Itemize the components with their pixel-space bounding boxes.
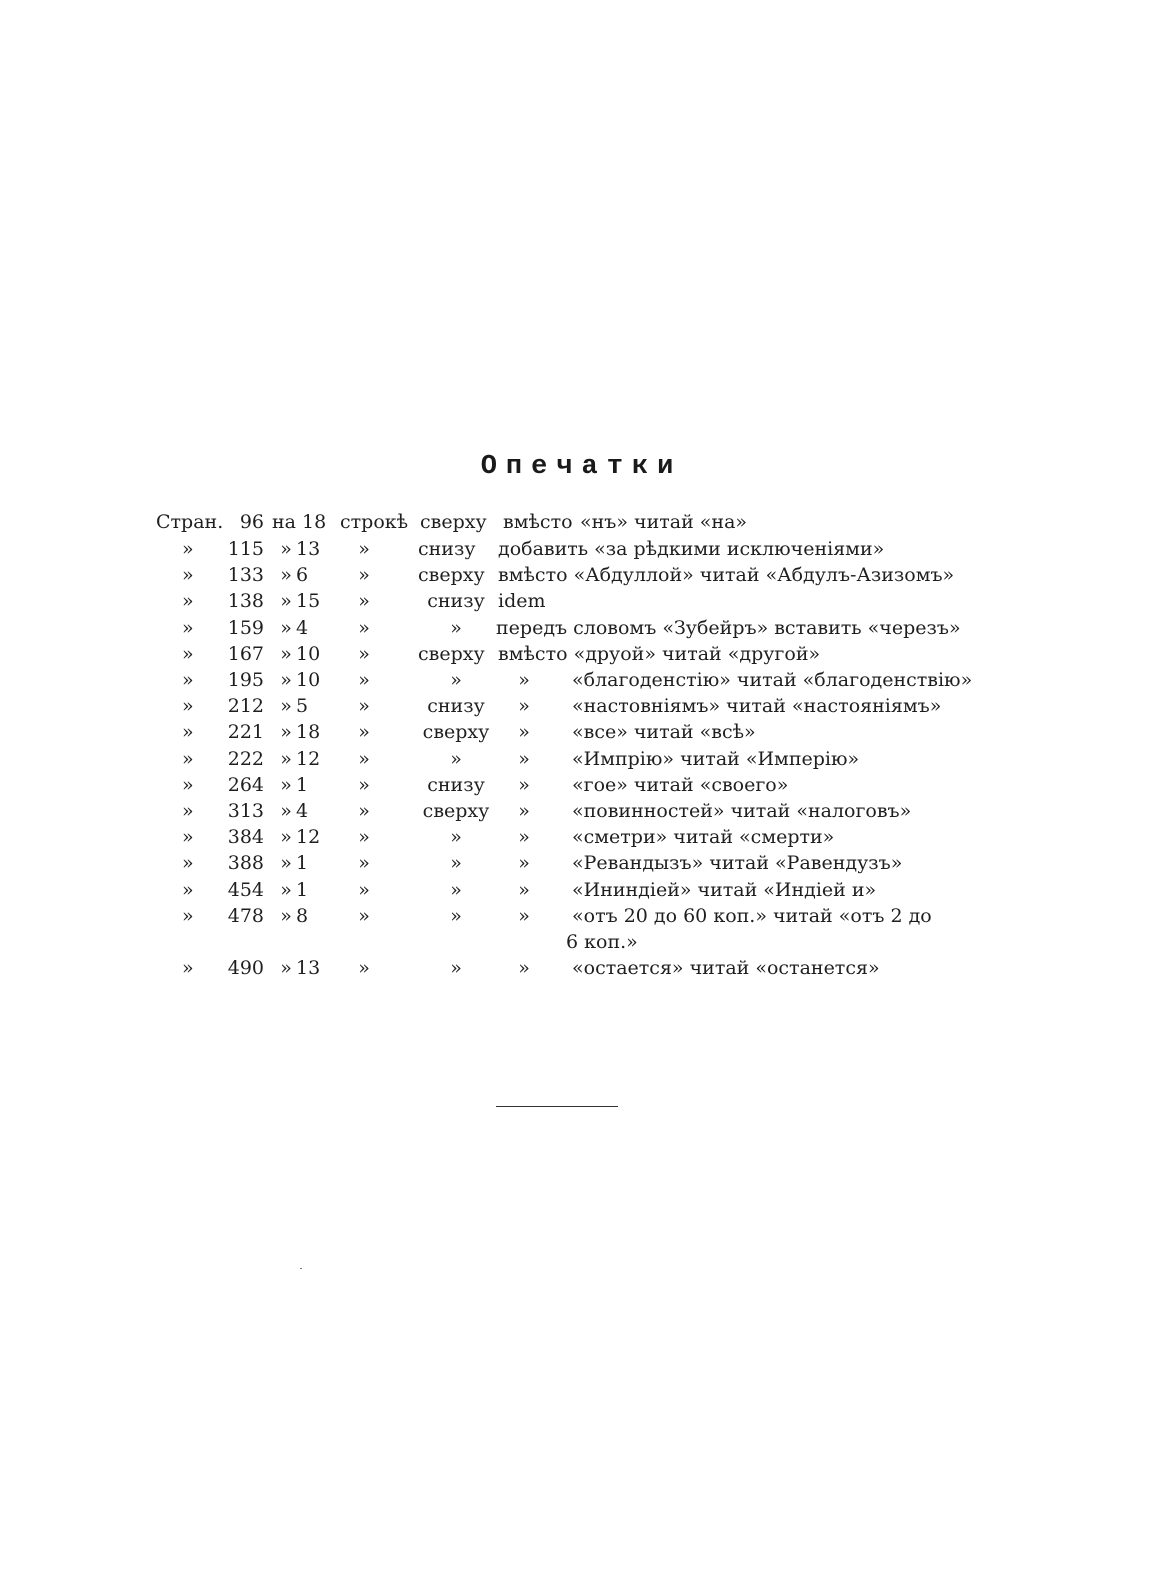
direction: снизу — [427, 695, 485, 717]
page-number: 96 — [239, 511, 264, 533]
direction: снизу — [427, 590, 485, 612]
correction-text: «настовніямъ» читай «настояніямъ» — [572, 695, 942, 717]
ditto-mark: » — [280, 748, 292, 770]
errata-row-continuation — [0, 928, 1163, 956]
ditto-mark-label: » — [182, 564, 194, 586]
page-number: 195 — [227, 669, 264, 691]
ditto-mark: » — [280, 695, 292, 717]
action: » — [518, 748, 530, 770]
ditto-mark-label: » — [182, 957, 194, 979]
direction: сверху — [418, 564, 485, 586]
ditto-mark: » — [358, 852, 370, 874]
errata-row — [0, 692, 1163, 720]
ditto-mark: » — [358, 774, 370, 796]
ditto-mark: » — [280, 800, 292, 822]
line-number: 1 — [296, 879, 309, 901]
page-number: 490 — [227, 957, 264, 979]
correction-text: «Импрію» читай «Имперію» — [572, 748, 860, 770]
errata-row — [0, 745, 1163, 773]
correction-text-continuation: 6 коп.» — [566, 931, 638, 953]
direction: » — [450, 957, 462, 979]
ditto-mark: » — [280, 564, 292, 586]
ditto-mark: » — [280, 721, 292, 743]
direction: сверху — [418, 643, 485, 665]
ditto-mark: на — [272, 511, 296, 533]
errata-row — [0, 876, 1163, 904]
ditto-mark: » — [358, 957, 370, 979]
ditto-mark: » — [280, 590, 292, 612]
ditto-mark-label: » — [182, 669, 194, 691]
line-number: 6 — [296, 564, 309, 586]
line-number: 18 — [302, 511, 327, 533]
direction: снизу — [418, 538, 476, 560]
line-number: 4 — [296, 617, 309, 639]
line-number: 10 — [296, 643, 321, 665]
errata-row — [0, 954, 1163, 982]
correction-text: «все» читай «всѣ» — [572, 721, 756, 743]
line-word: строкѣ — [340, 511, 409, 533]
correction-text: «отъ 20 до 60 коп.» читай «отъ 2 до — [572, 905, 932, 927]
direction: » — [450, 879, 462, 901]
errata-row — [0, 797, 1163, 825]
ditto-mark-label: » — [182, 721, 194, 743]
page-number: 115 — [227, 538, 264, 560]
direction: сверху — [422, 721, 490, 743]
errata-row-first — [0, 508, 1163, 536]
direction: » — [450, 748, 462, 770]
ditto-mark: » — [280, 617, 292, 639]
ditto-mark: » — [358, 643, 370, 665]
ditto-mark: » — [358, 905, 370, 927]
line-number: 12 — [296, 826, 321, 848]
line-number: 10 — [296, 669, 321, 691]
errata-row — [0, 718, 1163, 746]
action: » — [518, 800, 530, 822]
direction: » — [450, 852, 462, 874]
ditto-mark-label: » — [182, 617, 194, 639]
ditto-mark-label: » — [182, 879, 194, 901]
page-number: 313 — [227, 800, 264, 822]
correction-text: «благоденстію» читай «благоденствію» — [572, 669, 973, 691]
page-number: 167 — [227, 643, 264, 665]
direction: » — [450, 617, 462, 639]
direction: сверху — [422, 800, 490, 822]
errata-row — [0, 640, 1163, 668]
ditto-mark: » — [358, 669, 370, 691]
line-number: 18 — [296, 721, 321, 743]
errata-row — [0, 666, 1163, 694]
print-speck — [300, 1268, 302, 1269]
direction: » — [450, 826, 462, 848]
action: » — [518, 721, 530, 743]
action: » — [518, 826, 530, 848]
ditto-mark-label: » — [182, 774, 194, 796]
page-number: 264 — [227, 774, 264, 796]
errata-row — [0, 902, 1163, 930]
ditto-mark: » — [280, 643, 292, 665]
errata-row — [0, 823, 1163, 851]
page-number: 454 — [227, 879, 264, 901]
ditto-mark-label: » — [182, 800, 194, 822]
ditto-mark: » — [280, 905, 292, 927]
errata-row — [0, 535, 1163, 563]
ditto-mark: » — [358, 826, 370, 848]
ditto-mark: » — [358, 721, 370, 743]
ditto-mark: » — [358, 695, 370, 717]
action: » — [518, 852, 530, 874]
page-label: Стран. — [156, 511, 224, 533]
ditto-mark: » — [280, 879, 292, 901]
ditto-mark: » — [280, 852, 292, 874]
ditto-mark-label: » — [182, 643, 194, 665]
direction: » — [450, 905, 462, 927]
correction-text: «повинностей» читай «налоговъ» — [572, 800, 912, 822]
correction-text: «нъ» читай «на» — [580, 511, 748, 533]
direction: сверху — [420, 511, 487, 533]
errata-row — [0, 587, 1163, 615]
line-number: 8 — [296, 905, 309, 927]
action: » — [518, 695, 530, 717]
page-number: 221 — [227, 721, 264, 743]
page-number: 159 — [227, 617, 264, 639]
correction-text: вмѣсто «друой» читай «другой» — [498, 643, 821, 665]
ditto-mark-label: » — [182, 826, 194, 848]
page-number: 388 — [227, 852, 264, 874]
action: » — [518, 774, 530, 796]
action: » — [518, 905, 530, 927]
correction-text: передъ словомъ «Зубейръ» вставить «черезъ» — [496, 617, 961, 639]
correction-text: вмѣсто «Абдуллой» читай «Абдулъ-Азизомъ» — [498, 564, 955, 586]
direction: » — [450, 669, 462, 691]
action: вмѣсто — [503, 511, 573, 533]
correction-text: «гое» читай «своего» — [572, 774, 789, 796]
ditto-mark-label: » — [182, 905, 194, 927]
line-number: 15 — [296, 590, 321, 612]
correction-text: idem — [498, 590, 546, 612]
correction-text: добавить «за рѣдкими исключеніями» — [498, 538, 885, 560]
closing-rule — [496, 1106, 618, 1107]
ditto-mark: » — [358, 800, 370, 822]
page-number: 133 — [227, 564, 264, 586]
line-number: 1 — [296, 774, 309, 796]
direction: снизу — [427, 774, 485, 796]
line-number: 13 — [296, 957, 321, 979]
ditto-mark-label: » — [182, 538, 194, 560]
errata-row — [0, 561, 1163, 589]
ditto-mark: » — [280, 538, 292, 560]
ditto-mark-label: » — [182, 695, 194, 717]
ditto-mark: » — [358, 748, 370, 770]
page-title: Опечатки — [480, 452, 683, 482]
page-number: 478 — [227, 905, 264, 927]
line-number: 13 — [296, 538, 321, 560]
ditto-mark: » — [280, 957, 292, 979]
line-number: 4 — [296, 800, 309, 822]
errata-row — [0, 849, 1163, 877]
line-number: 12 — [296, 748, 321, 770]
ditto-mark: » — [280, 826, 292, 848]
correction-text: «остается» читай «останется» — [572, 957, 880, 979]
correction-text: «Ревандызъ» читай «Равендузъ» — [572, 852, 903, 874]
errata-row — [0, 771, 1163, 799]
ditto-mark: » — [358, 538, 370, 560]
line-number: 1 — [296, 852, 309, 874]
ditto-mark: » — [358, 617, 370, 639]
action: » — [518, 669, 530, 691]
errata-row — [0, 614, 1163, 642]
correction-text: «Ининдіей» читай «Индіей и» — [572, 879, 877, 901]
line-number: 5 — [296, 695, 309, 717]
correction-text: «сметри» читай «смерти» — [572, 826, 835, 848]
ditto-mark-label: » — [182, 590, 194, 612]
ditto-mark: » — [280, 669, 292, 691]
page-number: 384 — [227, 826, 264, 848]
ditto-mark: » — [358, 564, 370, 586]
page-number: 138 — [227, 590, 264, 612]
ditto-mark: » — [280, 774, 292, 796]
ditto-mark-label: » — [182, 748, 194, 770]
ditto-mark: » — [358, 879, 370, 901]
ditto-mark: » — [358, 590, 370, 612]
action: » — [518, 957, 530, 979]
action: » — [518, 879, 530, 901]
page-number: 212 — [227, 695, 264, 717]
ditto-mark-label: » — [182, 852, 194, 874]
page-number: 222 — [227, 748, 264, 770]
